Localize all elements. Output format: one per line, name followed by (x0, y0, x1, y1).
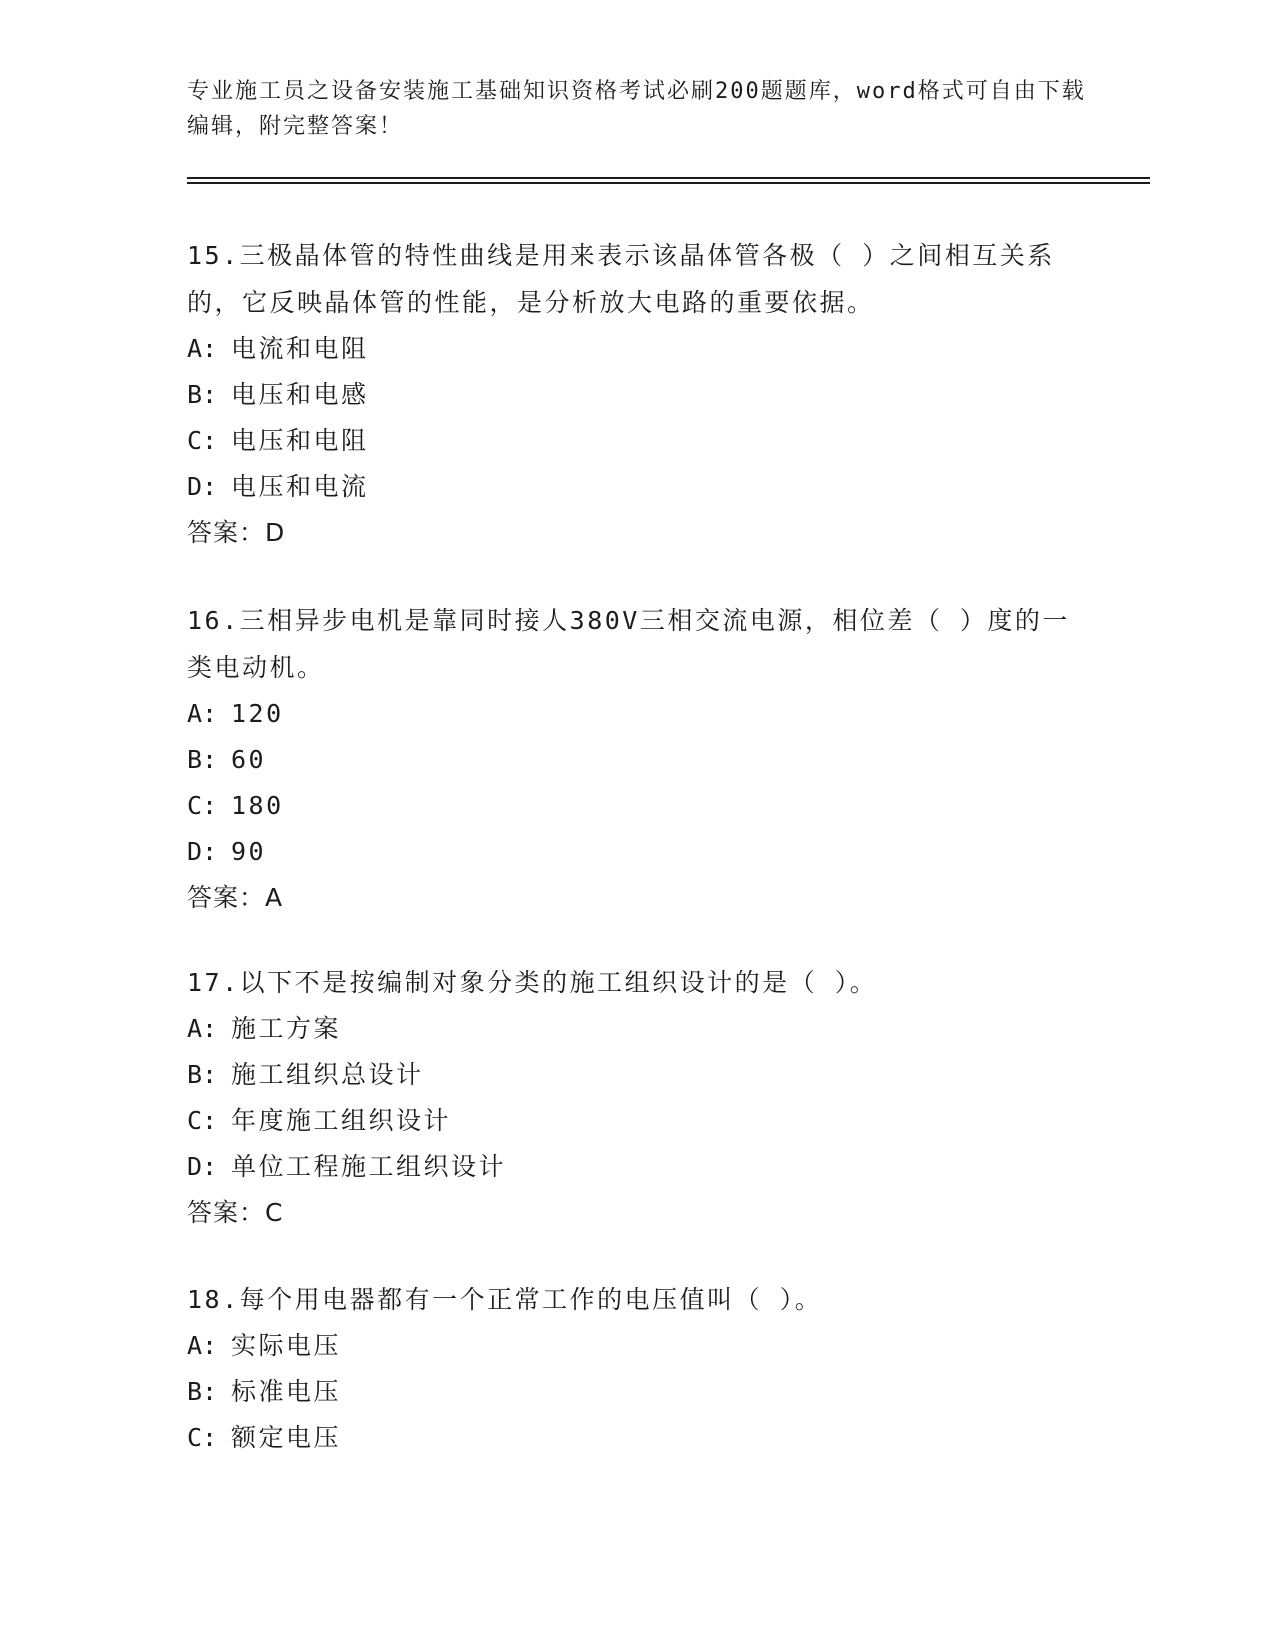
header-rule-top (187, 177, 1150, 179)
option-text: 施工方案 (231, 1014, 342, 1043)
question-stem: 15.三极晶体管的特性曲线是用来表示该晶体管各极（ ）之间相互关系的，它反映晶体管的性能，是分析放大电路的重要依据。 (187, 241, 1055, 317)
option-letter: C: (187, 1423, 218, 1452)
option-letter: D: (187, 1152, 218, 1181)
option-text: 实际电压 (231, 1331, 342, 1360)
option-c (187, 783, 1087, 829)
option-letter: D: (187, 472, 218, 501)
answer: 答案：D (187, 518, 286, 547)
option-letter: C: (187, 1106, 218, 1135)
option-b (187, 1369, 1087, 1415)
option-text: 90 (231, 837, 267, 866)
option-text: 电压和电感 (231, 380, 369, 409)
option-letter: A: (187, 1331, 218, 1360)
option-text: 电压和电阻 (231, 426, 369, 455)
option-text: 180 (231, 791, 284, 820)
question-18 (187, 1276, 1087, 1461)
header-rule-bottom (187, 182, 1150, 184)
option-letter: B: (187, 1377, 218, 1406)
option-letter: C: (187, 791, 218, 820)
option-b (187, 737, 1087, 783)
option-text: 年度施工组织设计 (231, 1106, 452, 1135)
option-text: 电流和电阻 (231, 334, 369, 363)
option-c (187, 418, 1087, 464)
option-letter: C: (187, 426, 218, 455)
question-16 (187, 597, 1087, 921)
question-stem: 16.三相异步电机是靠同时接人380V三相交流电源，相位差（ ）度的一类电动机。 (187, 606, 1070, 682)
answer: 答案：C (187, 1198, 284, 1227)
option-text: 施工组织总设计 (231, 1060, 424, 1089)
option-letter: B: (187, 745, 218, 774)
option-letter: D: (187, 837, 218, 866)
document-header: 专业施工员之设备安装施工基础知识资格考试必刷200题题库，word格式可自由下载编辑，附完整答案！ (187, 79, 1086, 139)
option-text: 标准电压 (231, 1377, 342, 1406)
option-b (187, 372, 1087, 418)
option-letter: A: (187, 1014, 218, 1043)
option-d (187, 1144, 1087, 1190)
option-c (187, 1415, 1087, 1461)
question-17 (187, 959, 1087, 1236)
option-letter: A: (187, 334, 218, 363)
option-letter: B: (187, 1060, 218, 1089)
question-stem: 17.以下不是按编制对象分类的施工组织设计的是（ ）。 (187, 968, 878, 997)
option-text: 120 (231, 699, 284, 728)
question-stem: 18.每个用电器都有一个正常工作的电压值叫（ ）。 (187, 1285, 823, 1314)
option-letter: B: (187, 380, 218, 409)
option-c (187, 1098, 1087, 1144)
option-text: 额定电压 (231, 1423, 342, 1452)
option-a (187, 1006, 1087, 1052)
option-letter: A: (187, 699, 218, 728)
option-b (187, 1052, 1087, 1098)
question-15 (187, 232, 1087, 556)
answer: 答案：A (187, 883, 284, 912)
option-d (187, 464, 1087, 510)
option-text: 电压和电流 (231, 472, 369, 501)
option-d (187, 829, 1087, 875)
option-a (187, 326, 1087, 372)
option-a (187, 691, 1087, 737)
option-text: 60 (231, 745, 267, 774)
option-a (187, 1323, 1087, 1369)
option-text: 单位工程施工组织设计 (231, 1152, 507, 1181)
